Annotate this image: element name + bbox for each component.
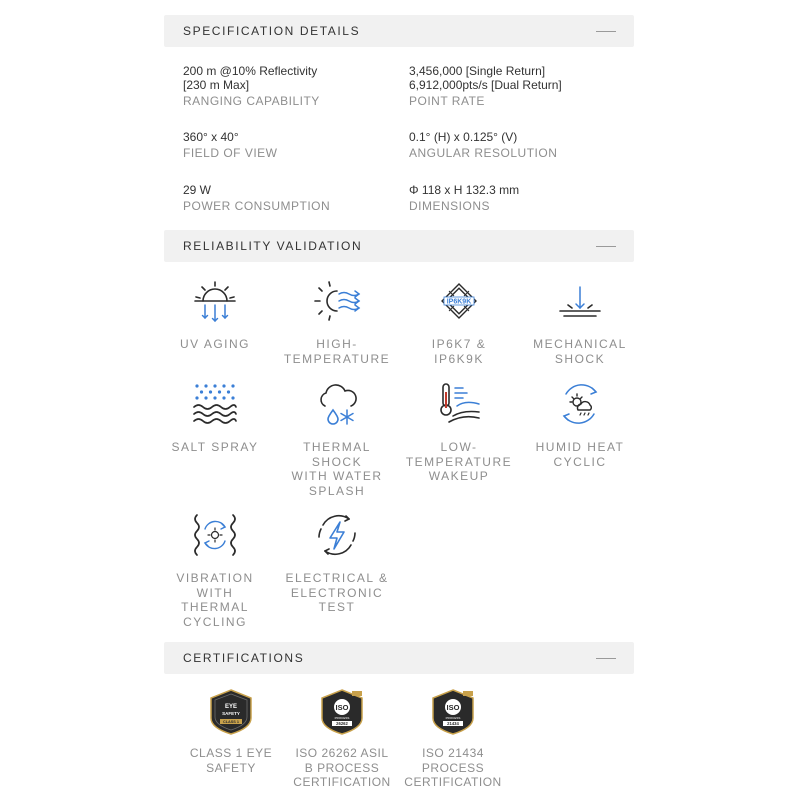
collapse-icon[interactable] [596,246,616,247]
spec-label: POWER CONSUMPTION [183,199,331,213]
reliability-item-vibration [160,511,270,629]
reliability-label: IP6K7 & IP6K9K [431,337,487,366]
cert-section-title: CERTIFICATIONS [183,651,305,665]
spec-label: RANGING CAPABILITY [183,94,320,108]
reliability-item-ip-rating [404,277,514,366]
svg-text:EYE: EYE [224,704,238,710]
reliability-item-low-temperature [404,380,514,484]
reliability-item-mechanical-shock [525,277,635,366]
reliability-label: SALT SPRAY [171,440,259,454]
cert-item-iso-26262 [287,688,397,790]
cert-item-iso-21434 [398,688,508,790]
reliability-label: MECHANICAL SHOCK [533,337,627,366]
mechanical-shock-icon [556,277,604,325]
svg-text:SAFETY: SAFETY [222,711,240,716]
spec-label: DIMENSIONS [409,199,491,213]
reliability-label: HIGH- TEMPERATURE [283,337,391,366]
spec-dimensions [409,183,519,213]
low-temperature-icon [435,380,483,428]
reliability-label: LOW- TEMPERATURE WAKEUP [405,440,513,483]
reliability-item-thermal-shock [282,380,392,498]
cert-item-eye-safety [176,688,286,775]
spec-value: 360° x 40° [183,130,239,144]
spec-label: POINT RATE [409,94,485,108]
reliability-section-title: RELIABILITY VALIDATION [183,239,363,253]
spec-power [183,183,330,213]
ip-rating-text: IP6K9K [446,298,472,306]
reliability-label: THERMAL SHOCK WITH WATER SPLASH [291,440,383,498]
reliability-label: ELECTRICAL & ELECTRONIC TEST [285,571,389,614]
svg-text:ISO: ISO [446,703,460,712]
reliability-item-electrical [282,511,392,615]
thermal-shock-icon [313,380,361,428]
cert-label: ISO 21434 PROCESS CERTIFICATION [404,746,502,789]
spec-label: FIELD OF VIEW [183,146,278,160]
high-temperature-icon [313,277,361,325]
reliability-label: HUMID HEAT CYCLIC [535,440,625,469]
cert-label: CLASS 1 EYE SAFETY [189,746,273,775]
spec-angular-resolution [409,130,557,160]
salt-spray-icon [191,380,239,428]
iso-21434-badge-icon [427,688,479,736]
reliability-item-salt-spray [160,380,270,455]
svg-text:PROCESS: PROCESS [445,716,461,720]
svg-text:PROCESS: PROCESS [334,716,350,720]
spec-value: Φ 118 x H 132.3 mm [409,183,520,197]
reliability-item-uv-aging [160,277,270,352]
spec-field-of-view [183,130,278,160]
svg-text:CLASS 1: CLASS 1 [222,720,240,724]
vibration-icon [191,511,239,559]
svg-text:26262: 26262 [336,721,348,726]
svg-text:ISO: ISO [335,703,349,712]
collapse-icon[interactable] [596,31,616,32]
spec-value: 29 W [183,183,212,197]
reliability-label: UV AGING [179,337,250,351]
cert-label: ISO 26262 ASIL B PROCESS CERTIFICATION [293,746,391,789]
cert-section-header[interactable] [164,642,634,674]
eye-safety-badge-icon [205,688,257,736]
electrical-icon [313,511,361,559]
reliability-item-humid-heat [525,380,635,469]
ip-rating-icon [435,277,483,325]
svg-text:21434: 21434 [447,721,459,726]
reliability-label: VIBRATION WITH THERMAL CYCLING [176,571,254,629]
spec-point-rate [409,64,562,108]
uv-aging-icon [191,277,239,325]
spec-value: 200 m @10% Reflectivity [230 m Max] [183,64,318,92]
reliability-item-high-temperature [282,277,392,366]
spec-section-header[interactable] [164,15,634,47]
iso-26262-badge-icon [316,688,368,736]
collapse-icon[interactable] [596,658,616,659]
spec-section-title: SPECIFICATION DETAILS [183,24,361,38]
spec-label: ANGULAR RESOLUTION [409,146,558,160]
spec-value: 0.1° (H) x 0.125° (V) [409,130,518,144]
reliability-section-header[interactable] [164,230,634,262]
spec-value: 3,456,000 [Single Return] 6,912,000pts/s [Dual Return] [409,64,562,92]
spec-ranging [183,64,320,108]
humid-heat-icon [556,380,604,428]
